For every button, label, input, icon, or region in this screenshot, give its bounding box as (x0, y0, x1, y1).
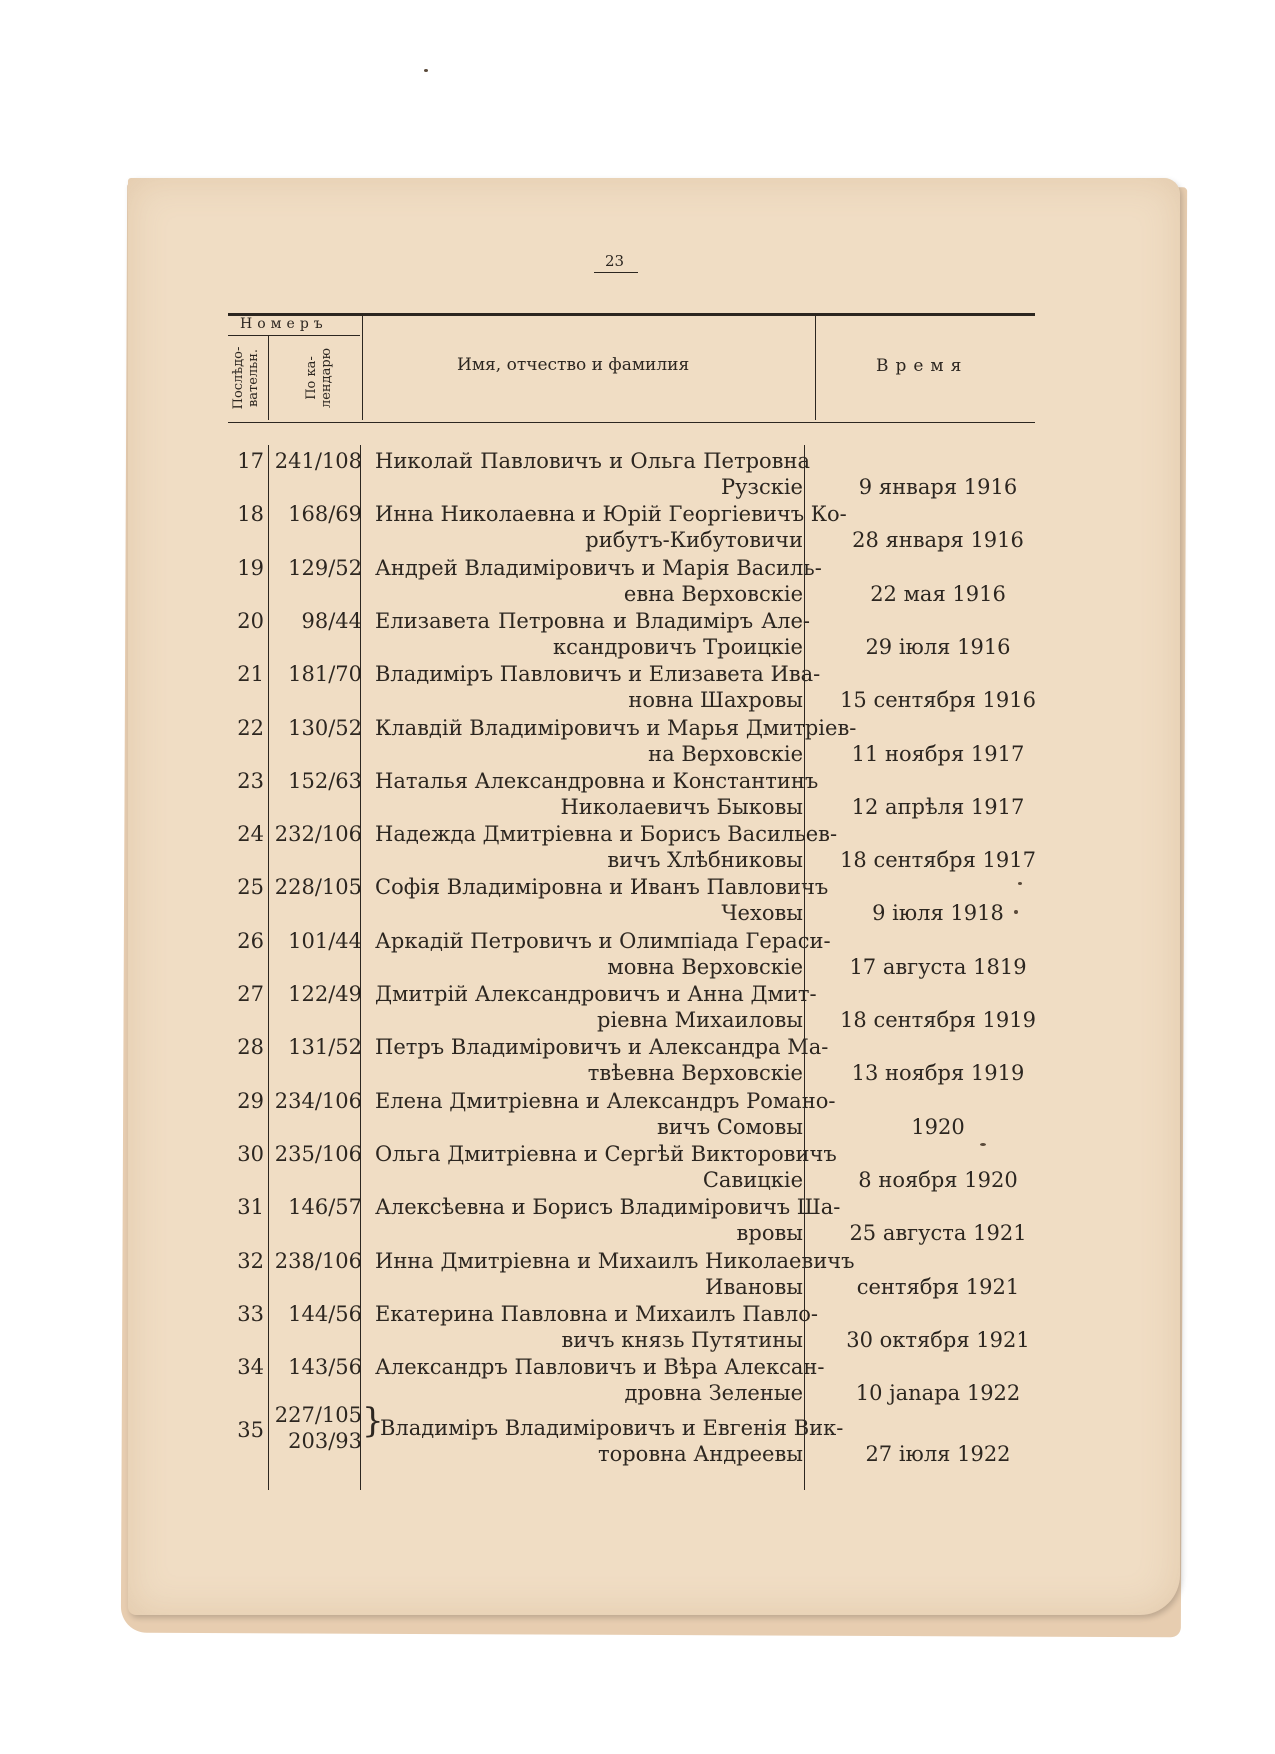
row-names-line1: Надежда Дмитріевна и Борисъ Васильев- (375, 822, 838, 846)
row-seq-number: 28 (237, 1035, 264, 1059)
row-names-line2: дровна Зеленые (624, 1381, 803, 1405)
row-seq-number: 35 (237, 1418, 264, 1442)
paper-speck (424, 69, 428, 72)
row-names-line2: вичъ Сомовы (657, 1115, 803, 1139)
row-date: 28 января 1916 (852, 528, 1024, 552)
row-names-line1: Дмитрій Александровичъ и Анна Дмит- (375, 982, 817, 1006)
row-names-line2: Николаевичъ Быковы (560, 795, 803, 819)
row-calendar-number: 238/106 (274, 1249, 362, 1273)
row-date: 15 сентября 1916 (840, 688, 1036, 712)
table-row (0, 1034, 1275, 1087)
header-divider-cal (362, 316, 363, 420)
row-seq-number: 20 (237, 609, 264, 633)
row-calendar-number: 227/105 (274, 1403, 362, 1427)
row-calendar-number: 235/106 (274, 1142, 362, 1166)
row-names-line2: евна Верховскіе (623, 582, 803, 606)
row-names-line2: мовна Верховскіе (607, 955, 803, 979)
table-row (0, 874, 1275, 927)
row-names-line2: Ивановы (705, 1275, 803, 1299)
row-date: 11 ноября 1917 (851, 742, 1025, 766)
table-row (0, 1248, 1275, 1301)
row-names-line2: на Верховскіе (648, 742, 803, 766)
row-date: 22 мая 1916 (870, 582, 1006, 606)
row-calendar-number: 168/69 (288, 502, 362, 526)
row-date: 12 апрѣля 1917 (851, 795, 1025, 819)
row-names-line2: ріевна Михаиловы (597, 1008, 803, 1032)
row-calendar-number: 146/57 (288, 1195, 362, 1219)
row-names-line1: Петръ Владиміровичъ и Александра Ма- (375, 1035, 829, 1059)
row-date: сентября 1921 (856, 1275, 1020, 1299)
seq-column-header: Послѣдо- вательн. (231, 346, 261, 410)
row-names-line1: Аркадій Петровичъ и Олимпіада Гераси- (375, 929, 831, 953)
row-calendar-number: 98/44 (301, 609, 362, 633)
row-calendar-number: 234/106 (274, 1089, 362, 1113)
row-seq-number: 34 (237, 1355, 264, 1379)
table-row (0, 1194, 1275, 1247)
page-number: 23 (605, 252, 625, 270)
header-bottom-rule (228, 422, 1035, 423)
row-names-line2: Рузскіе (721, 475, 803, 499)
table-row (0, 661, 1275, 714)
table-row (0, 1141, 1275, 1194)
row-names-line2: Савицкіе (702, 1168, 803, 1192)
row-seq-number: 18 (237, 502, 264, 526)
row-date: 25 августа 1921 (849, 1221, 1027, 1245)
row-date: 8 ноября 1920 (858, 1168, 1018, 1192)
row-calendar-number: 144/56 (288, 1302, 362, 1326)
table-row (0, 928, 1275, 981)
row-date: 9 іюля 1918 (872, 901, 1004, 925)
time-column-header: Время (876, 356, 969, 376)
row-seq-number: 27 (237, 982, 264, 1006)
row-names-line1: Андрей Владиміровичъ и Марія Василь- (375, 556, 822, 580)
table-row (0, 555, 1275, 608)
row-names-line2: вичъ князь Путятины (561, 1328, 803, 1352)
row-seq-number: 33 (237, 1302, 264, 1326)
row-names-line1: Владиміръ Павловичъ и Елизавета Ива- (375, 662, 821, 686)
row-calendar-number: 152/63 (288, 769, 362, 793)
table-row (0, 608, 1275, 661)
row-seq-number: 24 (237, 822, 264, 846)
row-calendar-number: 232/106 (274, 822, 362, 846)
table-row (0, 768, 1275, 821)
row-names-line1: Ольга Дмитріевна и Сергѣй Викторовичъ (375, 1142, 837, 1166)
row-names-line1: Инна Дмитріевна и Михаилъ Николаевичъ (375, 1249, 855, 1273)
number-group-label: Номеръ (240, 316, 328, 332)
row-names-line1: Александръ Павловичъ и Вѣра Алексан- (375, 1355, 825, 1379)
row-date: 27 іюля 1922 (865, 1442, 1011, 1466)
row-calendar-number: 241/108 (274, 449, 362, 473)
header-divider-name (815, 316, 816, 420)
table-row (0, 715, 1275, 768)
row-names-line1: Елизавета Петровна и Владиміръ Але- (375, 609, 810, 633)
row-calendar-number: 131/52 (288, 1035, 362, 1059)
table-row (0, 501, 1275, 554)
row-date: 29 іюля 1916 (865, 635, 1011, 659)
row-date: 18 сентября 1919 (840, 1008, 1036, 1032)
row-names-line1: Софія Владиміровна и Иванъ Павловичъ (375, 875, 829, 899)
table-row (0, 448, 1275, 501)
table-row-35 (0, 1402, 1275, 1482)
row-names-line1: Владиміръ Владиміровичъ и Евгенія Вик- (380, 1416, 844, 1440)
row-date: 30 октября 1921 (846, 1328, 1030, 1352)
row-names-line2: новна Шахровы (628, 688, 803, 712)
row-seq-number: 30 (237, 1142, 264, 1166)
row-names-line1: Алексѣевна и Борисъ Владиміровичъ Ша- (375, 1195, 841, 1219)
row-date: 1920 (911, 1115, 965, 1139)
row-calendar-number: 101/44 (288, 929, 362, 953)
row-names-line1: Екатерина Павловна и Михаилъ Павло- (375, 1302, 818, 1326)
table-row (0, 1301, 1275, 1354)
row-date: 13 ноября 1919 (851, 1061, 1025, 1085)
table-row (0, 1088, 1275, 1141)
row-names-line1: Инна Николаевна и Юрій Георгіевичъ Ко- (375, 502, 847, 526)
row-seq-number: 32 (237, 1249, 264, 1273)
row-seq-number: 26 (237, 929, 264, 953)
row-calendar-number: 203/93 (288, 1429, 362, 1453)
row-seq-number: 22 (237, 716, 264, 740)
header-divider-seq (268, 335, 269, 420)
paper-speck (1014, 910, 1018, 914)
row-seq-number: 17 (237, 449, 264, 473)
page-number-rule (594, 272, 638, 273)
row-seq-number: 21 (237, 662, 264, 686)
row-calendar-number: 228/105 (274, 875, 362, 899)
header-top-rule (228, 313, 1035, 316)
row-seq-number: 19 (237, 556, 264, 580)
row-seq-number: 23 (237, 769, 264, 793)
row-calendar-number: 129/52 (288, 556, 362, 580)
calendar-column-header: По ка- лендарю (304, 348, 334, 409)
paper-speck (1018, 882, 1022, 885)
table-row (0, 981, 1275, 1034)
row-date: 17 августа 1819 (849, 955, 1027, 979)
paper-speck (980, 1143, 986, 1146)
number-group-rule (228, 335, 360, 336)
row-seq-number: 25 (237, 875, 264, 899)
table-row (0, 1354, 1275, 1407)
row-names-line2: торовна Андреевы (597, 1442, 803, 1466)
row-calendar-number: 143/56 (288, 1355, 362, 1379)
row-names-line2: рибутъ-Кибутовичи (585, 528, 803, 552)
row-names-line1: Елена Дмитріевна и Александръ Романо- (375, 1089, 836, 1113)
table-row (0, 821, 1275, 874)
row-names-line1: Николай Павловичъ и Ольга Петровна (375, 449, 810, 473)
row-calendar-number: 130/52 (288, 716, 362, 740)
row-calendar-number: 181/70 (288, 662, 362, 686)
row-names-line1: Наталья Александровна и Константинъ (375, 769, 819, 793)
row-names-line2: вичъ Хлѣбниковы (607, 848, 803, 872)
row-calendar-number: 122/49 (288, 982, 362, 1006)
row-names-line2: Чеховы (721, 901, 803, 925)
row-date: 18 сентября 1917 (840, 848, 1036, 872)
brace-mark: } (362, 1401, 384, 1441)
row-names-line2: твѣевна Верховскіе (587, 1061, 803, 1085)
row-names-line2: вровы (736, 1221, 803, 1245)
row-date: 9 января 1916 (858, 475, 1018, 499)
row-seq-number: 31 (237, 1195, 264, 1219)
row-seq-number: 29 (237, 1089, 264, 1113)
row-date: 10 janарa 1922 (855, 1381, 1021, 1405)
row-names-line1: Клавдій Владиміровичъ и Марья Дмитріев- (375, 716, 857, 740)
name-column-header: Имя, отчество и фамилия (457, 355, 690, 375)
row-names-line2: ксандровичъ Троицкіе (552, 635, 803, 659)
